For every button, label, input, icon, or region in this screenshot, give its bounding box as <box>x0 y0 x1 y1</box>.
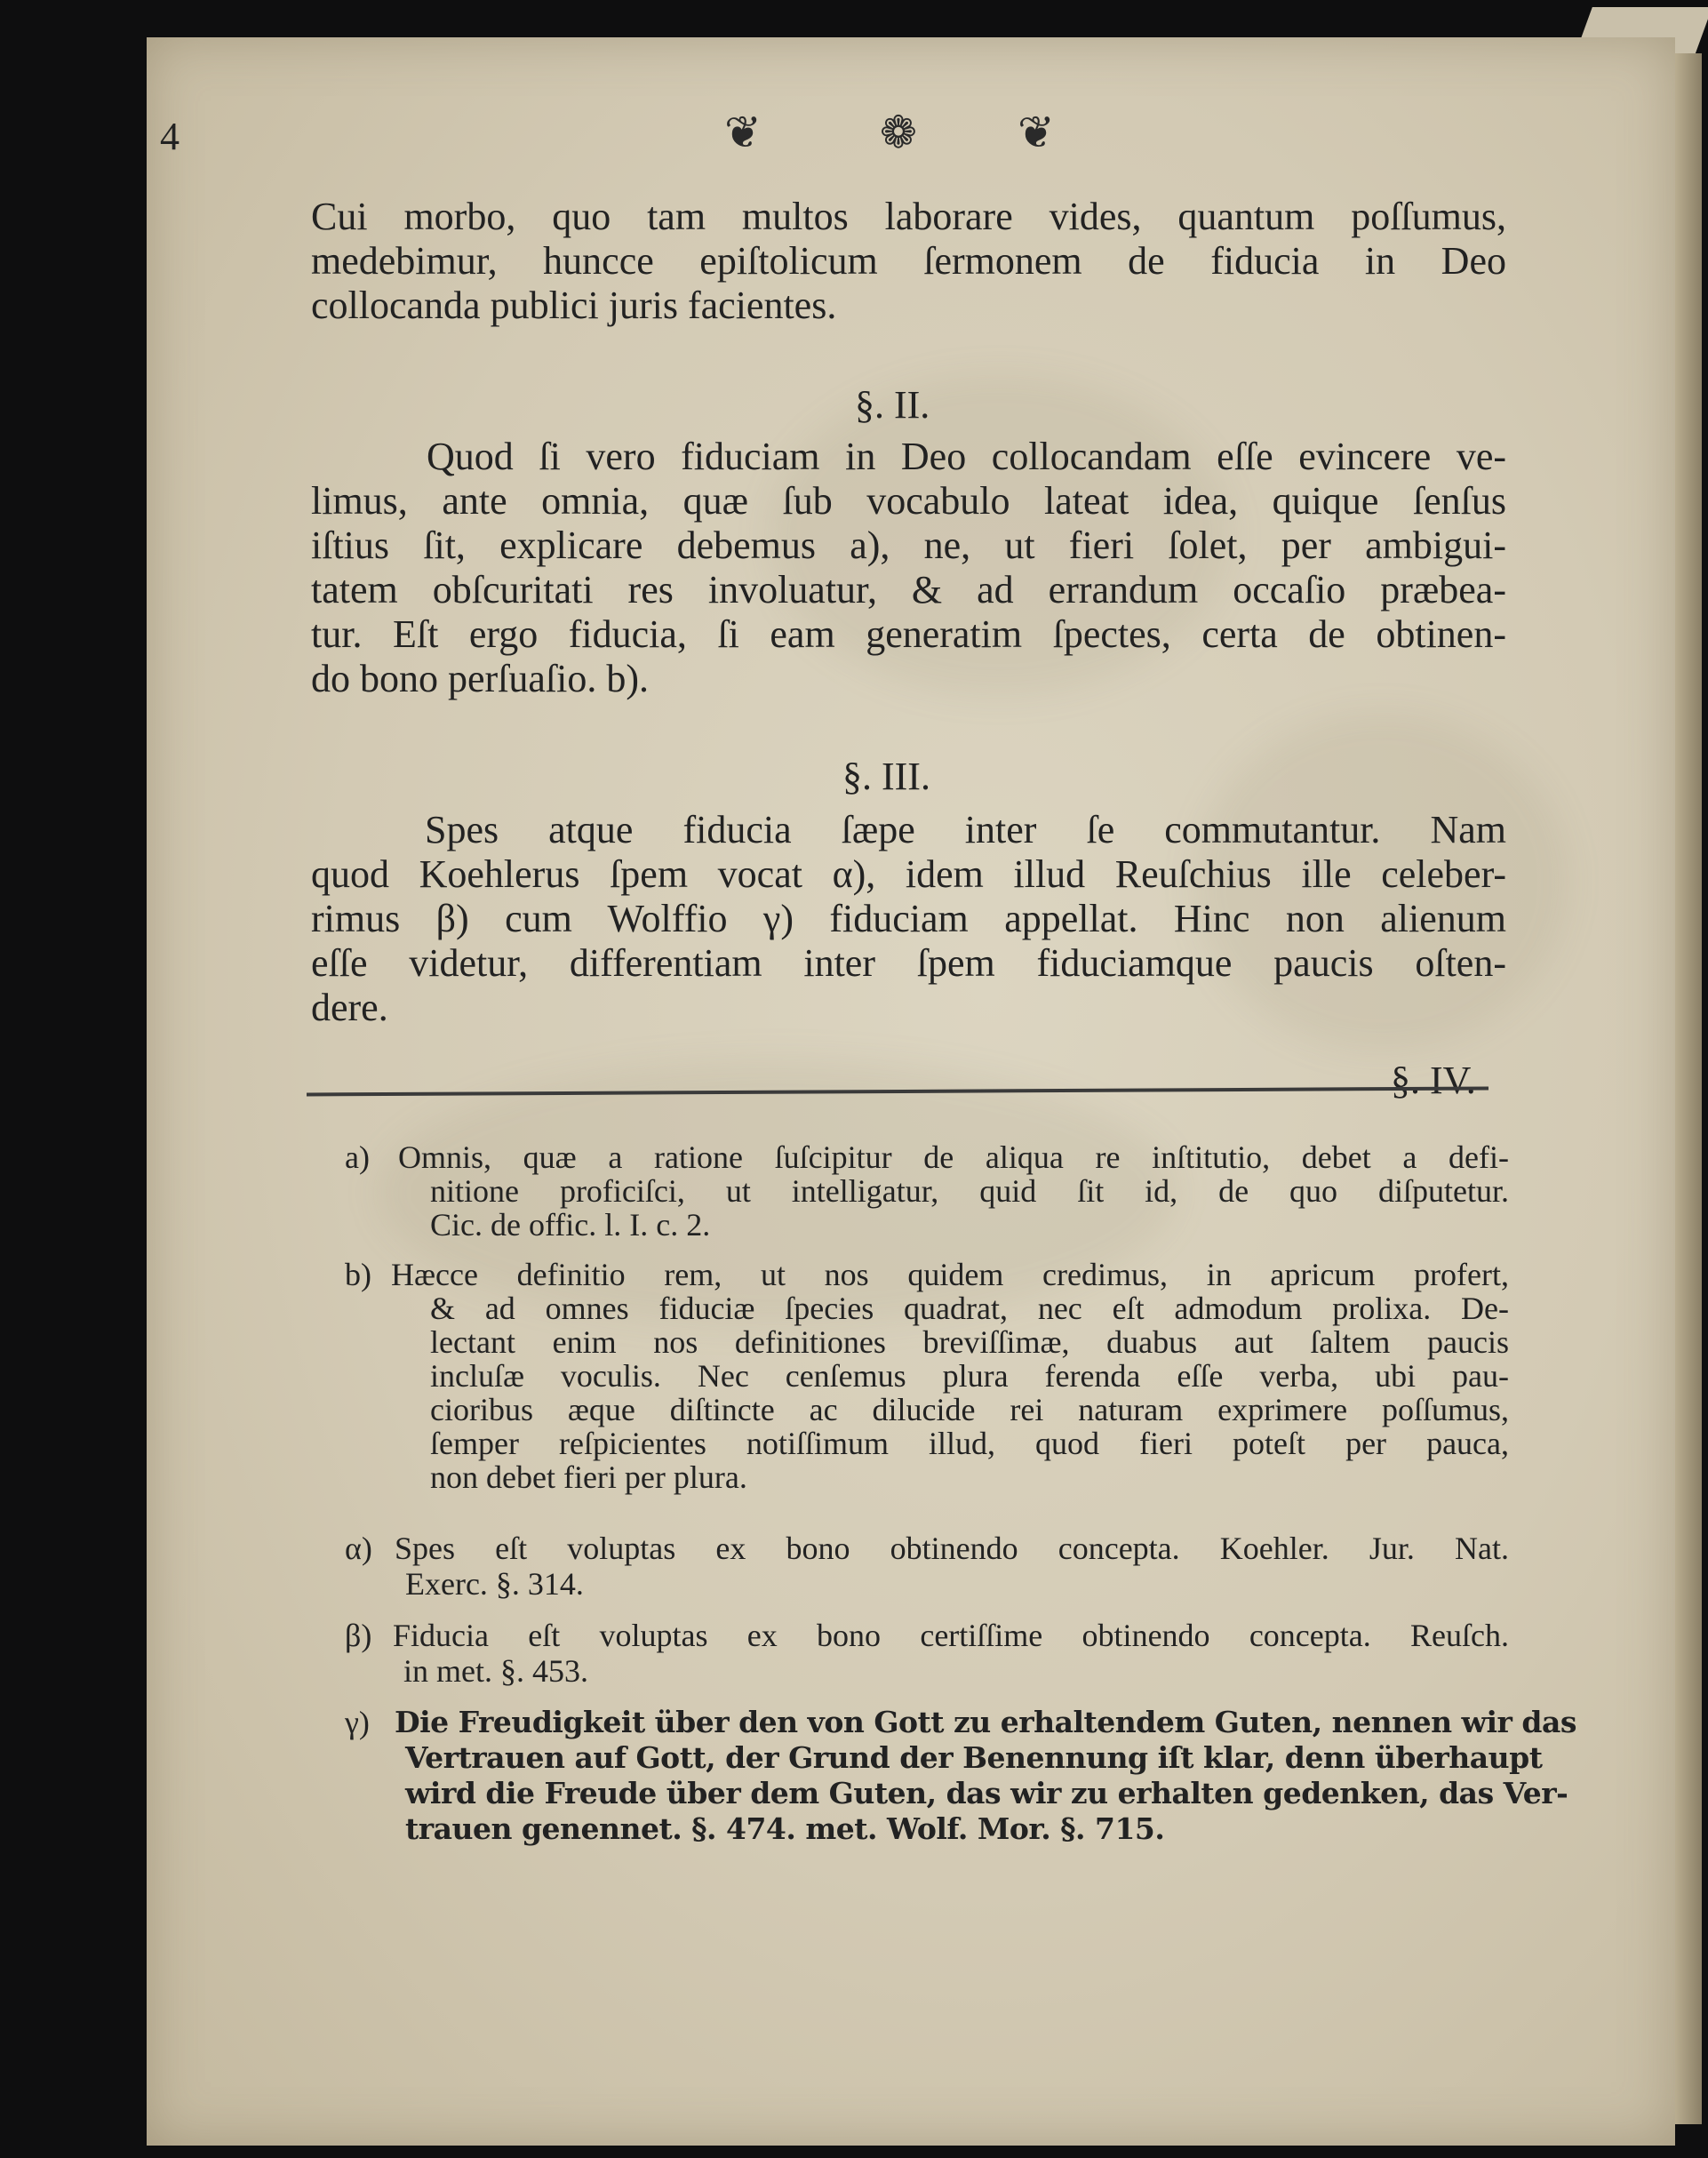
section-heading: §. II. <box>855 383 930 427</box>
text-line: rimus β) cum Wolffio γ) fiduciam appellat. Hinc non alienum <box>311 897 1506 940</box>
right-ornament-icon: ❦ <box>1018 108 1055 157</box>
footnote-line: incluſæ voculis. Nec cenſemus plura ferenda eſſe verba, ubi pau- <box>430 1358 1509 1394</box>
footnote-line: in met. §. 453. <box>403 1653 588 1689</box>
left-ornament-icon: ❦ <box>724 108 762 157</box>
footnote-line: non debet fieri per plura. <box>430 1459 747 1495</box>
footnote-line: Omnis, quæ a ratione ſuſcipitur de aliqua re inſtitutio, debet a defi- <box>398 1139 1509 1175</box>
footnote-line: trauen genennet. §. 474. met. Wolf. Mor. §. 715. <box>405 1811 1165 1846</box>
footnote-line: & ad omnes fiduciæ ſpecies quadrat, nec eſt admodum prolixa. De- <box>430 1291 1509 1326</box>
text-line: limus, ante omnia, quæ ſub vocabulo lateat idea, quique ſenſus <box>311 479 1506 523</box>
text-line: iſtius ſit, explicare debemus a), ne, ut fieri ſolet, per ambigui- <box>311 524 1506 567</box>
footnote-line: Spes eſt voluptas ex bono obtinendo concepta. Koehler. Jur. Nat. <box>395 1531 1509 1566</box>
footnote-line: Vertrauen auf Gott, der Grund der Benennung iſt klar, denn überhaupt <box>405 1740 1543 1775</box>
footnote-marker: b) <box>345 1257 371 1292</box>
text-line: Quod ſi vero fiduciam in Deo collocandam eſſe evincere ve- <box>427 435 1506 478</box>
footnote <box>345 1618 1509 1698</box>
footnote-line: ſemper reſpicientes notiſſimum illud, quod fieri poteſt per pauca, <box>430 1426 1509 1461</box>
footnote-line: lectant enim nos definitiones breviſſimæ, duabus aut ſaltem paucis <box>430 1324 1509 1360</box>
text-line: dere. <box>311 986 388 1029</box>
section-paragraph <box>311 434 1506 718</box>
footnote <box>345 1139 1509 1255</box>
footnote-line: Fiducia eſt voluptas ex bono certiſſime obtinendo concepta. Reuſch. <box>393 1618 1509 1653</box>
footnote-line: Hæcce definitio rem, ut nos quidem credimus, in apricum profert, <box>391 1257 1509 1292</box>
text-line: Cui morbo, quo tam multos laborare vides, quantum poſſumus, <box>311 195 1506 238</box>
footnote-line: nitione proficiſci, ut intelligatur, quid ſit id, de quo diſputetur. <box>430 1173 1509 1209</box>
text-line: collocanda publici juris facientes. <box>311 284 837 327</box>
section-heading: §. III. <box>842 755 930 798</box>
footnote-marker: a) <box>345 1139 370 1175</box>
section-paragraph <box>311 807 1506 1047</box>
intro-paragraph <box>311 194 1506 336</box>
footnote-line: Exerc. §. 314. <box>405 1566 584 1602</box>
footnote <box>345 1531 1509 1611</box>
center-ornament-icon: ❁ <box>880 108 917 157</box>
footnote-line: cioribus æque diſtincte ac dilucide rei naturam exprimere poſſumus, <box>430 1392 1509 1427</box>
footnote-line: wird die Freude über dem Guten, das wir zu erhalten gedenken, das Ver- <box>405 1776 1568 1810</box>
text-line: Spes atque fiducia ſæpe inter ſe commutantur. Nam <box>425 808 1506 851</box>
footnote-marker: β) <box>345 1618 372 1653</box>
footnote-line: Die Freudigkeit über den von Gott zu erhaltendem Guten, nennen wir das <box>395 1705 1576 1739</box>
text-line: medebimur, huncce epiſtolicum ſermonem de fiducia in Deo <box>311 239 1506 283</box>
section-heading: §. IV. <box>1391 1059 1476 1102</box>
text-line: tur. Eſt ergo fiducia, ſi eam generatim ſpectes, certa de obtinen- <box>311 612 1506 656</box>
footnote <box>345 1257 1509 1515</box>
next-page-edge <box>1675 53 1702 2124</box>
footnote-marker: α) <box>345 1531 372 1566</box>
text-line: quod Koehlerus ſpem vocat α), idem illud Reuſchius ille celeber- <box>311 852 1506 896</box>
footnote-line: Cic. de offic. l. I. c. 2. <box>430 1207 711 1243</box>
page-number: 4 <box>160 115 180 158</box>
text-line: do bono perſuaſio. b). <box>311 657 650 700</box>
text-line: eſſe videtur, differentiam inter ſpem fiduciamque paucis oſten- <box>311 941 1506 985</box>
text-line: tatem obſcuritati res involuatur, & ad errandum occaſio præbea- <box>311 568 1506 611</box>
footnote <box>345 1705 1576 1856</box>
footnote-marker: γ) <box>345 1705 370 1740</box>
